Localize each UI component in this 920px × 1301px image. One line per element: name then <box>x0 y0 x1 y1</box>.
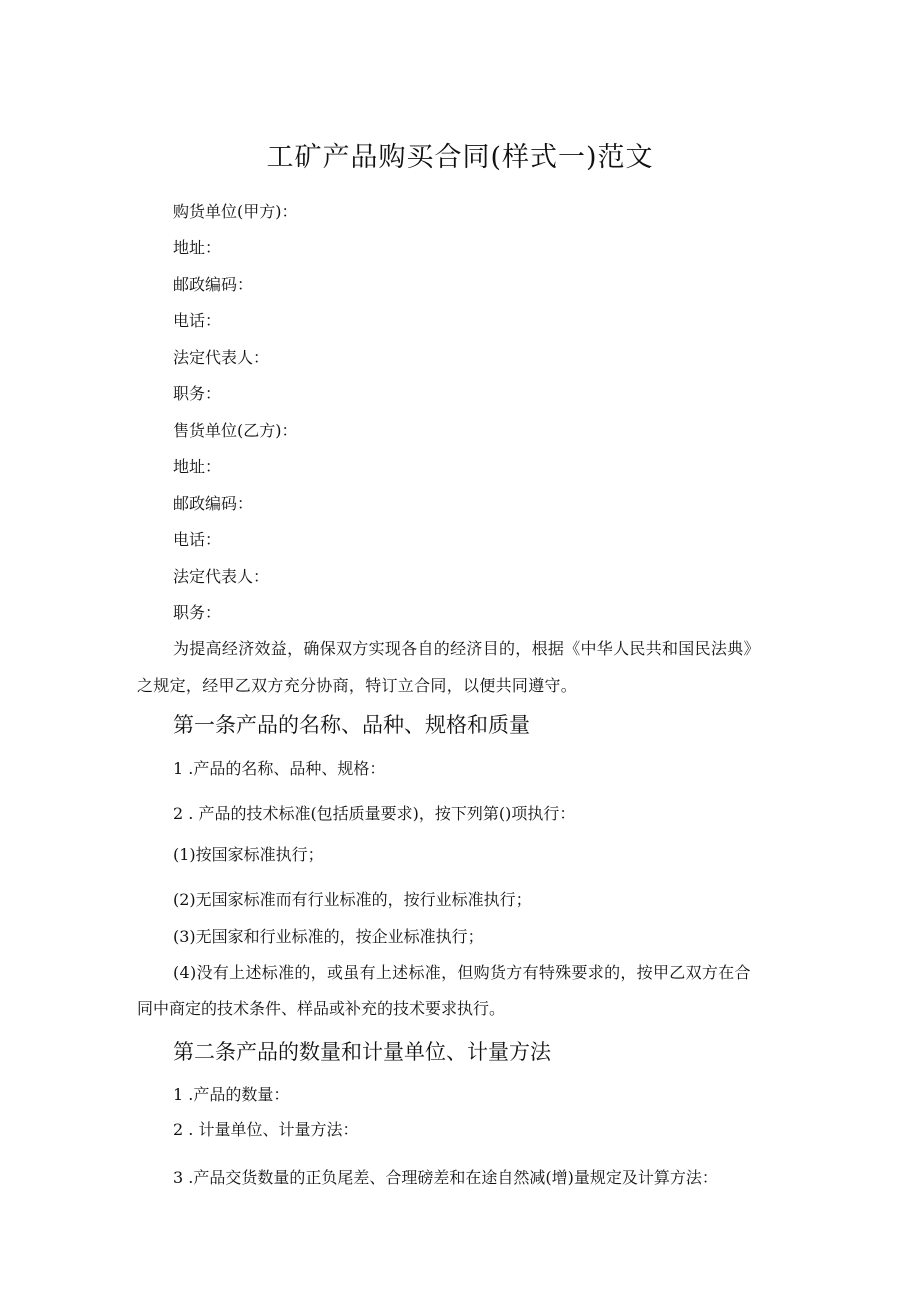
article-2-heading: 第二条产品的数量和计量单位、计量方法 <box>173 1040 551 1064</box>
document-title: 工矿产品购买合同(样式一)范文 <box>266 142 654 173</box>
buyer-position-label: 职务： <box>173 384 222 403</box>
seller-address-label: 地址： <box>173 457 222 476</box>
seller-phone-label: 电话： <box>173 530 222 549</box>
seller-position-label: 职务： <box>173 603 222 622</box>
article-1-option-2: (2)无国家标准而有行业标准的，按行业标准执行； <box>173 890 532 909</box>
article-1-option-4-line-1: (4)没有上述标准的，或虽有上述标准，但购货方有特殊要求的，按甲乙双方在合 <box>173 963 751 982</box>
buyer-legal-rep-label: 法定代表人： <box>173 348 270 367</box>
article-1-option-4-line-2: 同中商定的技术条件、样品或补充的技术要求执行。 <box>137 999 506 1018</box>
seller-legal-rep-label: 法定代表人： <box>173 567 270 586</box>
article-1-heading: 第一条产品的名称、品种、规格和质量 <box>173 713 530 737</box>
article-1-option-1: (1)按国家标准执行； <box>173 845 324 864</box>
preamble-line-1: 为提高经济效益，确保双方实现各自的经济目的，根据《中华人民共和国民法典》 <box>173 639 760 658</box>
buyer-postcode-label: 邮政编码： <box>173 275 254 294</box>
seller-postcode-label: 邮政编码： <box>173 494 254 513</box>
buyer-address-label: 地址： <box>173 238 222 257</box>
article-2-item-2: 2 . 计量单位、计量方法： <box>173 1120 359 1139</box>
article-1-item-1: 1 .产品的名称、品种、规格： <box>173 759 386 778</box>
article-1-option-3: (3)无国家和行业标准的，按企业标准执行； <box>173 927 484 946</box>
buyer-unit-label: 购货单位(甲方)： <box>173 202 298 221</box>
seller-unit-label: 售货单位(乙方)： <box>173 421 298 440</box>
buyer-phone-label: 电话： <box>173 311 222 330</box>
preamble-line-2: 之规定，经甲乙双方充分协商，特订立合同，以便共同遵守。 <box>137 676 578 695</box>
article-2-item-3: 3 .产品交货数量的正负尾差、合理磅差和在途自然减(增)量规定及计算方法： <box>173 1168 718 1187</box>
article-2-item-1: 1 .产品的数量： <box>173 1085 290 1104</box>
article-1-item-2: 2 . 产品的技术标准(包括质量要求)，按下列第()项执行： <box>173 804 576 823</box>
